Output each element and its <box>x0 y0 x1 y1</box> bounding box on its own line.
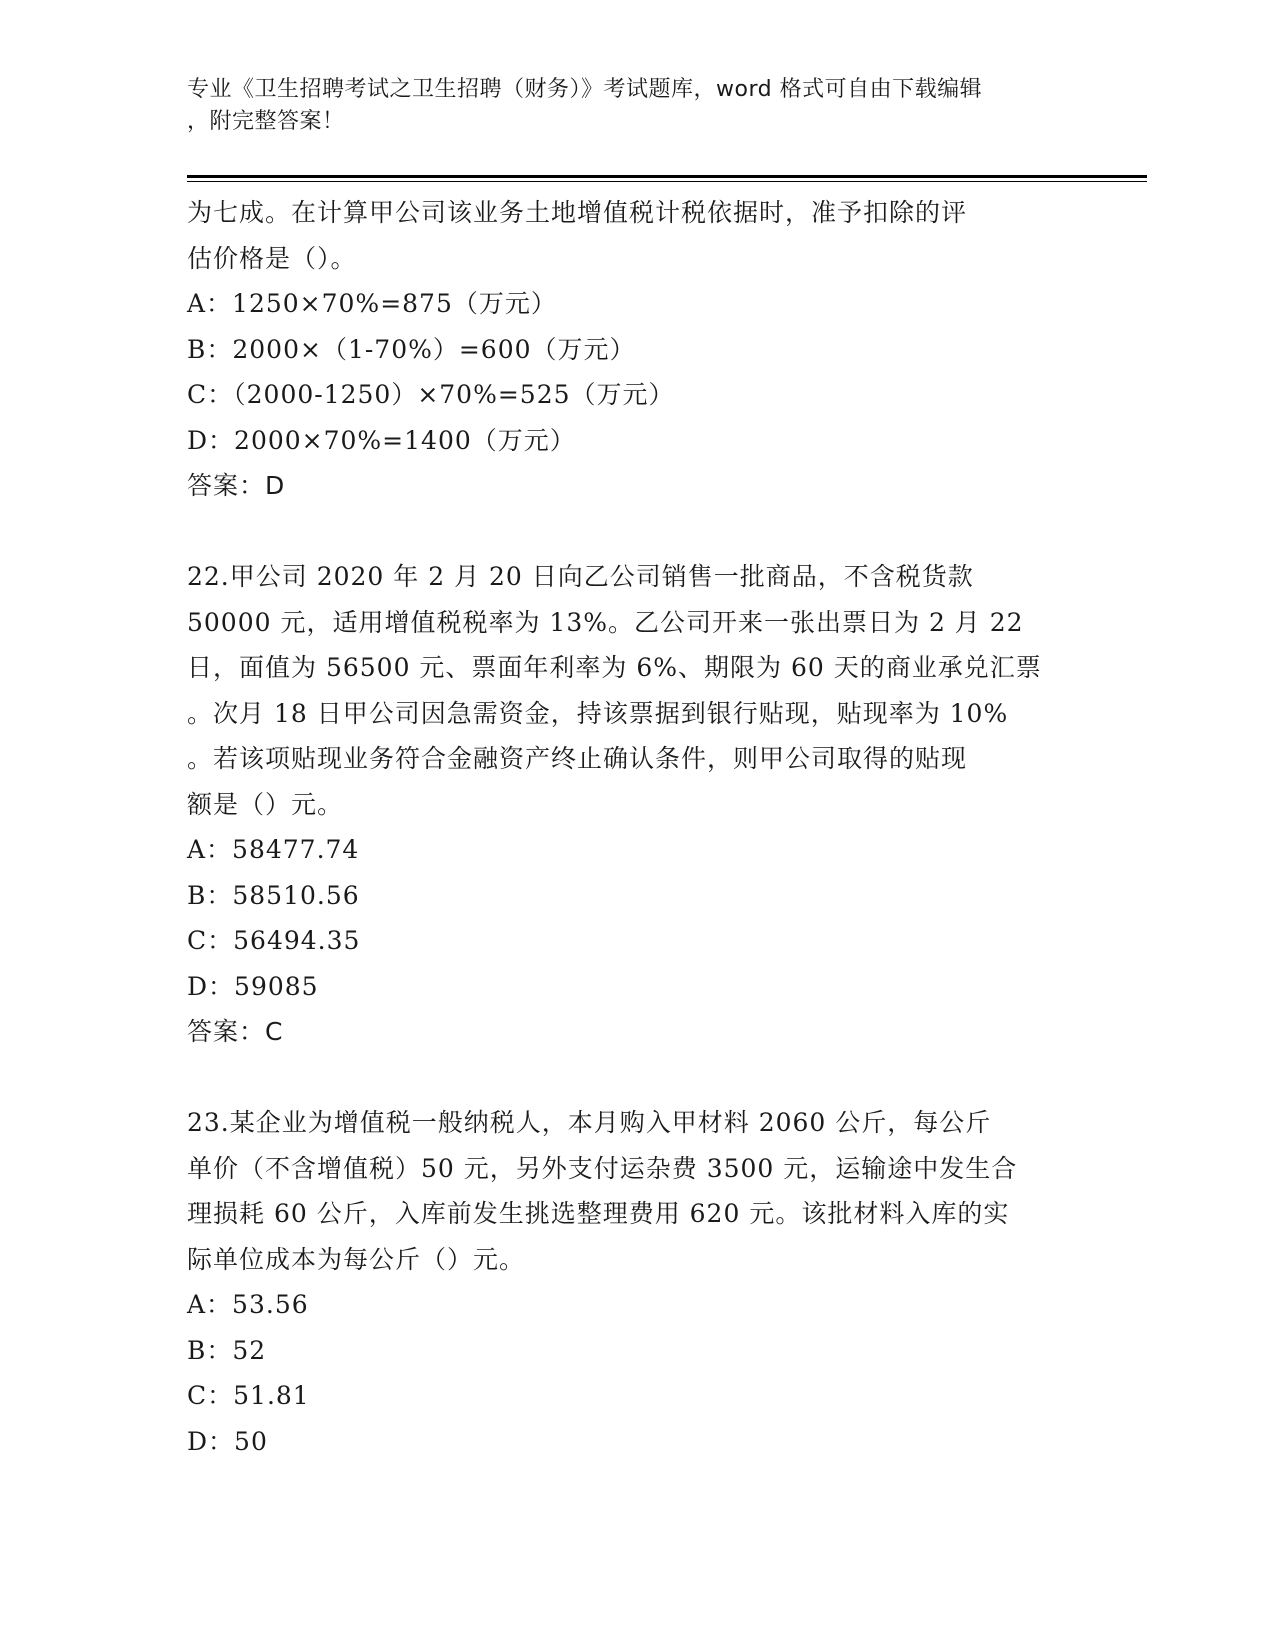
question-22 <box>187 554 1087 1055</box>
option-a: A：58477.74 <box>187 835 360 864</box>
header-rule-thick <box>187 175 1147 178</box>
header-line-1: 专业《卫生招聘考试之卫生招聘（财务）》考试题库，word 格式可自由下载编辑 <box>187 77 983 102</box>
header-rule-thin <box>187 181 1147 182</box>
question-stem-line: 理损耗 60 公斤，入库前发生挑选整理费用 620 元。该批材料入库的实 <box>187 1199 1010 1228</box>
question-stem-line: 23.某企业为增值税一般纳税人，本月购入甲材料 2060 公斤，每公斤 <box>187 1108 992 1137</box>
question-spacer <box>187 509 1087 555</box>
question-stem-line: 际单位成本为每公斤（）元。 <box>187 1244 526 1274</box>
question-stem-line: 50000 元，适用增值税税率为 13%。乙公司开来一张出票日为 2 月 22 <box>187 607 1024 637</box>
option-a: A：1250×70%=875（万元） <box>187 289 557 318</box>
answer-label: 答案：D <box>187 471 286 500</box>
option-b: B：58510.56 <box>187 880 360 910</box>
question-spacer <box>187 1055 1087 1101</box>
question-23 <box>187 1100 1087 1464</box>
answer-label: 答案：C <box>187 1017 284 1046</box>
option-d: D：2000×70%=1400（万元） <box>187 425 576 455</box>
header-line-2: ，附完整答案！ <box>187 109 345 134</box>
question-stem-line: 日，面值为 56500 元、票面年利率为 6%、期限为 60 天的商业承兑汇票 <box>187 653 1042 682</box>
page-header <box>187 74 1067 138</box>
option-c: C：（2000-1250）×70%=525（万元） <box>187 380 675 409</box>
question-stem-line: 单价（不含增值税）50 元，另外支付运杂费 3500 元，运输途中发生合 <box>187 1153 1018 1183</box>
option-d: D：59085 <box>187 971 319 1001</box>
question-21 <box>187 190 1087 509</box>
question-stem-line: 为七成。在计算甲公司该业务土地增值税计税依据时，准予扣除的评 <box>187 198 968 227</box>
question-stem-line: 额是（）元。 <box>187 789 344 819</box>
option-c: C：51.81 <box>187 1381 310 1410</box>
question-stem-line: 22.甲公司 2020 年 2 月 20 日向乙公司销售一批商品，不含税货款 <box>187 562 974 591</box>
option-c: C：56494.35 <box>187 926 361 955</box>
option-a: A：53.56 <box>187 1290 309 1319</box>
option-d: D：50 <box>187 1426 268 1456</box>
option-b: B：2000×（1-70%）=600（万元） <box>187 334 636 364</box>
question-stem-line: 。若该项贴现业务符合金融资产终止确认条件，则甲公司取得的贴现 <box>187 744 968 773</box>
option-b: B：52 <box>187 1335 267 1365</box>
question-stem-line: 估价格是（）。 <box>187 243 357 273</box>
questions-content <box>187 190 1087 1464</box>
question-stem-line: 。次月 18 日甲公司因急需资金，持该票据到银行贴现，贴现率为 10% <box>187 698 1009 728</box>
